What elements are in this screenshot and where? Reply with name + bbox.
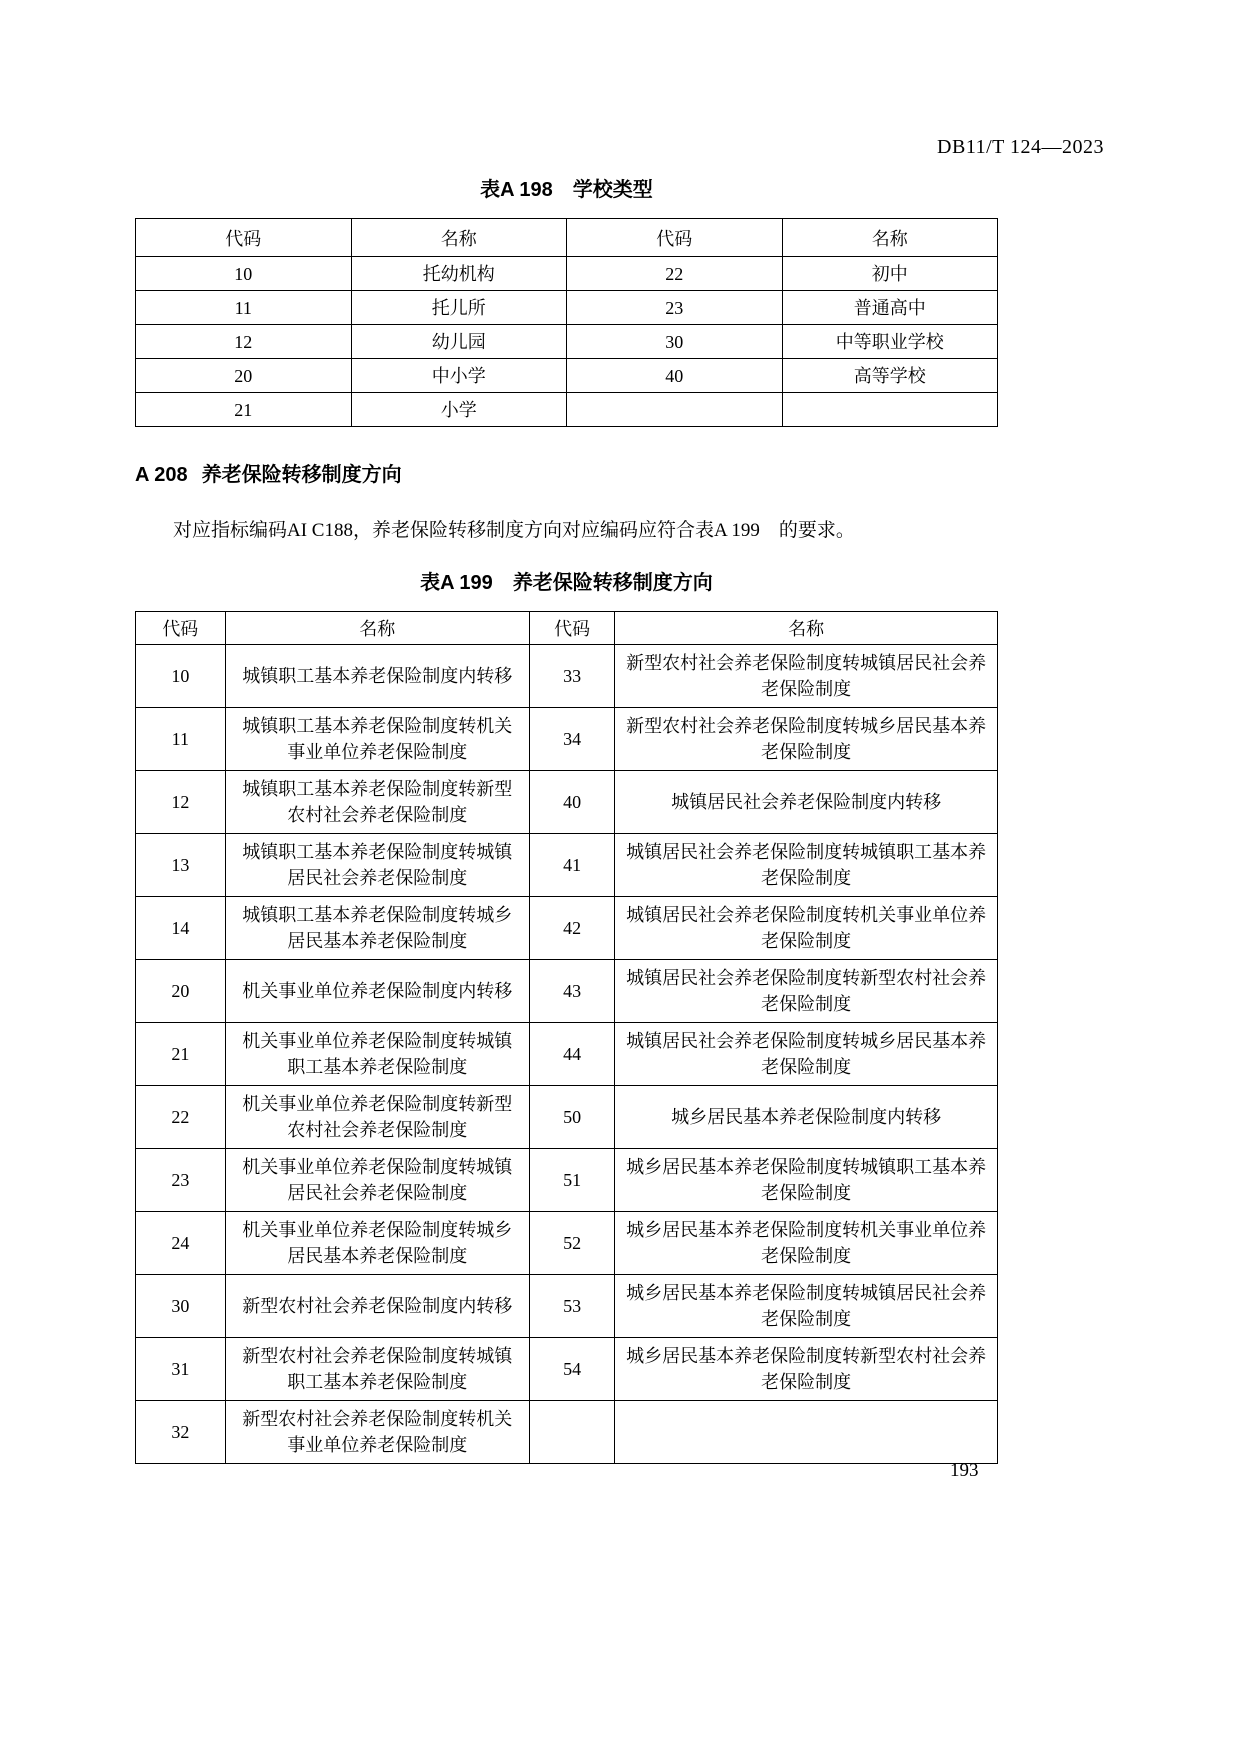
- table-cell: 城镇居民社会养老保险制度转城乡居民基本养老保险制度: [615, 1023, 998, 1086]
- table-cell: 14: [136, 897, 226, 960]
- table-cell: 10: [136, 645, 226, 708]
- table-cell: 20: [136, 359, 352, 393]
- table-cell: 52: [529, 1212, 614, 1275]
- table-row: [136, 359, 998, 393]
- table-cell: 53: [529, 1275, 614, 1338]
- table-row: [136, 1212, 998, 1275]
- table-cell: 23: [567, 291, 783, 325]
- table-cell: 新型农村社会养老保险制度转机关事业单位养老保险制度: [225, 1401, 529, 1464]
- table-cell: 32: [136, 1401, 226, 1464]
- table-cell: 30: [567, 325, 783, 359]
- table-cell: 城乡居民基本养老保险制度内转移: [615, 1086, 998, 1149]
- table-cell: 城镇职工基本养老保险制度转城镇居民社会养老保险制度: [225, 834, 529, 897]
- table-cell: 20: [136, 960, 226, 1023]
- table-row: [136, 325, 998, 359]
- column-header: 名称: [615, 612, 998, 645]
- table-cell: 中等职业学校: [782, 325, 998, 359]
- table-cell: 10: [136, 257, 352, 291]
- table-row: [136, 1086, 998, 1149]
- column-header: 代码: [136, 219, 352, 257]
- table-cell: 城乡居民基本养老保险制度转机关事业单位养老保险制度: [615, 1212, 998, 1275]
- table-cell: 城镇职工基本养老保险制度转新型农村社会养老保险制度: [225, 771, 529, 834]
- table-cell: 中小学: [351, 359, 567, 393]
- table-row: [136, 257, 998, 291]
- table-cell: 城乡居民基本养老保险制度转新型农村社会养老保险制度: [615, 1338, 998, 1401]
- table-cell: 城镇居民社会养老保险制度转机关事业单位养老保险制度: [615, 897, 998, 960]
- table-cell: 23: [136, 1149, 226, 1212]
- column-header: 名称: [225, 612, 529, 645]
- table-cell: 城镇居民社会养老保险制度内转移: [615, 771, 998, 834]
- table-cell: 新型农村社会养老保险制度转城镇居民社会养老保险制度: [615, 645, 998, 708]
- table-a198: [135, 218, 998, 427]
- table-cell: 13: [136, 834, 226, 897]
- column-header: 代码: [529, 612, 614, 645]
- document-code-header: DB11/T 124—2023: [937, 136, 1104, 158]
- section-title: 养老保险转移制度方向: [201, 464, 402, 486]
- table-cell: 34: [529, 708, 614, 771]
- table-row: [136, 1338, 998, 1401]
- table-cell: 新型农村社会养老保险制度转城乡居民基本养老保险制度: [615, 708, 998, 771]
- table-cell: 机关事业单位养老保险制度转新型农村社会养老保险制度: [225, 1086, 529, 1149]
- table-cell: 托幼机构: [351, 257, 567, 291]
- table-a199-title: 表A 199 养老保险转移制度方向: [420, 572, 713, 594]
- table-cell: 普通高中: [782, 291, 998, 325]
- table-cell: [615, 1401, 998, 1464]
- table-row: [136, 771, 998, 834]
- page-number: 193: [950, 1460, 979, 1481]
- table-a199: [135, 611, 998, 1464]
- table-row: [136, 291, 998, 325]
- table-cell: 城镇职工基本养老保险制度转城乡居民基本养老保险制度: [225, 897, 529, 960]
- table-cell: 城镇居民社会养老保险制度转城镇职工基本养老保险制度: [615, 834, 998, 897]
- column-header: 代码: [567, 219, 783, 257]
- table-cell: 41: [529, 834, 614, 897]
- table-cell: 城镇职工基本养老保险制度转机关事业单位养老保险制度: [225, 708, 529, 771]
- table-row: [136, 897, 998, 960]
- table-row: [136, 834, 998, 897]
- table-cell: 33: [529, 645, 614, 708]
- table-cell: 城镇居民社会养老保险制度转新型农村社会养老保险制度: [615, 960, 998, 1023]
- table-header-row: [136, 612, 998, 645]
- table-cell: [782, 393, 998, 427]
- table-cell: 31: [136, 1338, 226, 1401]
- table-cell: 11: [136, 708, 226, 771]
- table-cell: 托儿所: [351, 291, 567, 325]
- table-cell: 12: [136, 771, 226, 834]
- table-cell: 初中: [782, 257, 998, 291]
- table-cell: 新型农村社会养老保险制度内转移: [225, 1275, 529, 1338]
- table-cell: 高等学校: [782, 359, 998, 393]
- table-cell: 42: [529, 897, 614, 960]
- table-cell: 21: [136, 1023, 226, 1086]
- table-cell: 21: [136, 393, 352, 427]
- table-cell: [529, 1401, 614, 1464]
- section-number: A 208: [135, 464, 188, 486]
- table-cell: 机关事业单位养老保险制度转城镇职工基本养老保险制度: [225, 1023, 529, 1086]
- table-cell: 幼儿园: [351, 325, 567, 359]
- table-row: [136, 645, 998, 708]
- table-row: [136, 708, 998, 771]
- page-content: [135, 176, 998, 1464]
- table-cell: 43: [529, 960, 614, 1023]
- table-cell: 51: [529, 1149, 614, 1212]
- column-header: 名称: [351, 219, 567, 257]
- table-cell: 小学: [351, 393, 567, 427]
- table-cell: 44: [529, 1023, 614, 1086]
- table-cell: 40: [529, 771, 614, 834]
- table-cell: 24: [136, 1212, 226, 1275]
- table-row: [136, 1023, 998, 1086]
- table-cell: 11: [136, 291, 352, 325]
- column-header: 名称: [782, 219, 998, 257]
- table-cell: [567, 393, 783, 427]
- table-cell: 机关事业单位养老保险制度转城镇居民社会养老保险制度: [225, 1149, 529, 1212]
- table-cell: 新型农村社会养老保险制度转城镇职工基本养老保险制度: [225, 1338, 529, 1401]
- table-cell: 30: [136, 1275, 226, 1338]
- table-cell: 50: [529, 1086, 614, 1149]
- table-cell: 城镇职工基本养老保险制度内转移: [225, 645, 529, 708]
- table-row: [136, 1149, 998, 1212]
- table-cell: 40: [567, 359, 783, 393]
- section-heading: [135, 461, 998, 489]
- table-cell: 城乡居民基本养老保险制度转城镇居民社会养老保险制度: [615, 1275, 998, 1338]
- table-cell: 22: [136, 1086, 226, 1149]
- table-cell: 22: [567, 257, 783, 291]
- table-row: [136, 393, 998, 427]
- table-row: [136, 1401, 998, 1464]
- table-cell: 12: [136, 325, 352, 359]
- table-cell: 54: [529, 1338, 614, 1401]
- table-cell: 城乡居民基本养老保险制度转城镇职工基本养老保险制度: [615, 1149, 998, 1212]
- table-row: [136, 1275, 998, 1338]
- table-cell: 机关事业单位养老保险制度转城乡居民基本养老保险制度: [225, 1212, 529, 1275]
- table-row: [136, 960, 998, 1023]
- column-header: 代码: [136, 612, 226, 645]
- table-cell: 机关事业单位养老保险制度内转移: [225, 960, 529, 1023]
- table-a198-title: 表A 198 学校类型: [480, 179, 653, 201]
- table-header-row: [136, 219, 998, 257]
- section-paragraph: 对应指标编码AI C188，养老保险转移制度方向对应编码应符合表A 199 的要求。: [173, 520, 855, 541]
